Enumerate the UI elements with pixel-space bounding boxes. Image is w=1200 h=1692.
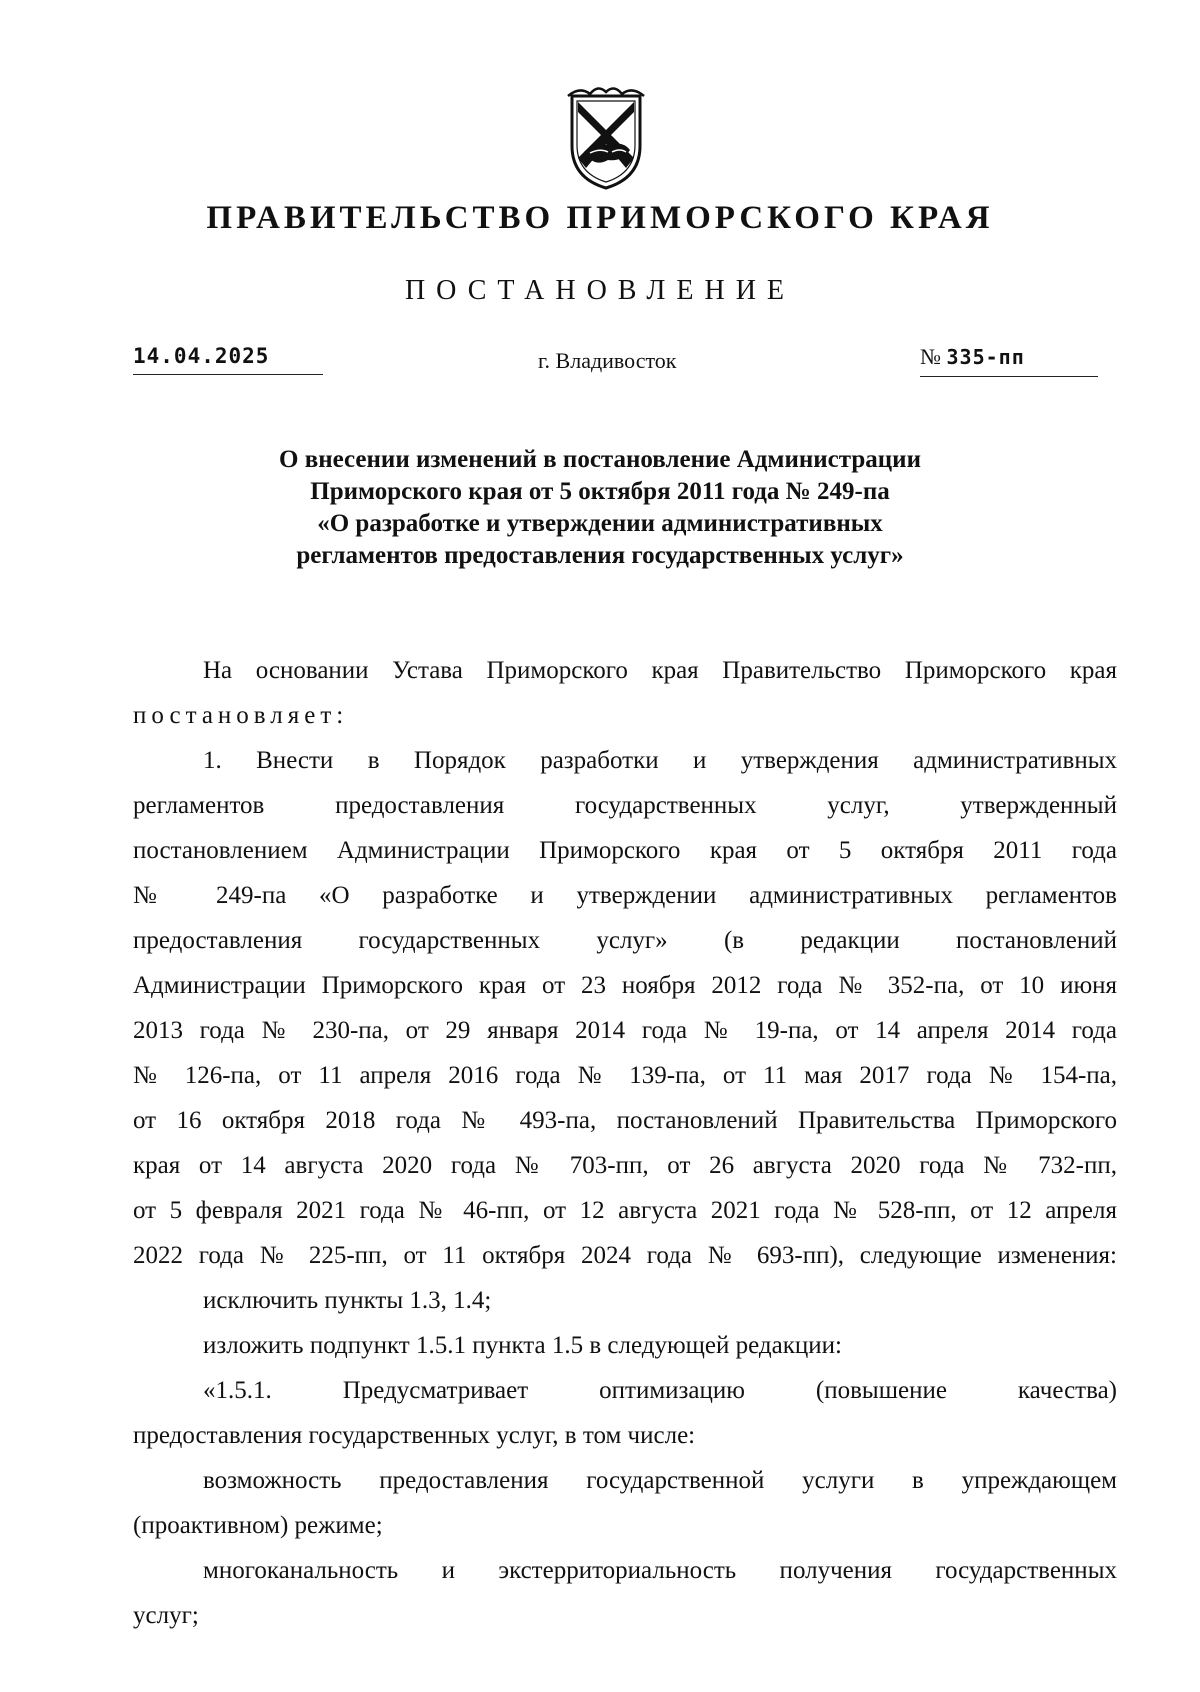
body-line: (проактивном) режиме; bbox=[133, 1512, 383, 1539]
body-line: услуг; bbox=[133, 1602, 199, 1629]
organization-title: ПРАВИТЕЛЬСТВО ПРИМОРСКОГО КРАЯ bbox=[206, 200, 994, 236]
body-line: от 5 февраля 2021 года № 46-пп, от 12 августа 2021 года № 528-пп, от 12 апреля bbox=[133, 1197, 1117, 1224]
body-line: Администрации Приморского края от 23 ноября 2012 года № 352-па, от 10 июня bbox=[133, 972, 1117, 999]
number-symbol: № bbox=[920, 344, 941, 369]
document-body bbox=[133, 648, 1117, 1638]
subject-line: Приморского края от 5 октября 2011 года № 249-па bbox=[310, 478, 890, 505]
number-value: 335-пп bbox=[946, 345, 1025, 369]
body-line: постановлением Администрации Приморского края от 5 октября 2011 года bbox=[133, 837, 1117, 864]
document-city: г. Владивосток bbox=[538, 348, 677, 373]
body-line: 1. Внести в Порядок разработки и утверждения административных bbox=[203, 747, 1117, 774]
subject-line: О внесении изменений в постановление Администрации bbox=[279, 446, 921, 473]
subject-line: «О разработке и утверждении административных bbox=[317, 510, 883, 537]
body-line: 2013 года № 230-па, от 29 января 2014 года № 19-па, от 14 апреля 2014 года bbox=[133, 1017, 1117, 1044]
document-subject bbox=[200, 444, 1000, 572]
body-line: На основании Устава Приморского края Правительство Приморского края bbox=[203, 657, 1117, 684]
coat-of-arms-icon bbox=[560, 82, 652, 192]
body-line: исключить пункты 1.3, 1.4; bbox=[203, 1287, 492, 1314]
body-line: 2022 года № 225-пп, от 11 октября 2024 года № 693-пп), следующие изменения: bbox=[133, 1242, 1117, 1269]
body-line: возможность предоставления государственной услуги в упреждающем bbox=[203, 1467, 1117, 1494]
subject-line: регламентов предоставления государственных услуг» bbox=[296, 542, 904, 569]
body-line: № 249-па «О разработке и утверждении административных регламентов bbox=[133, 882, 1117, 909]
body-line: предоставления государственных услуг, в том числе: bbox=[133, 1422, 696, 1449]
body-line: от 16 октября 2018 года № 493-па, постановлений Правительства Приморского bbox=[133, 1107, 1117, 1134]
body-line: предоставления государственных услуг» (в редакции постановлений bbox=[133, 927, 1117, 954]
body-line: края от 14 августа 2020 года № 703-пп, от 26 августа 2020 года № 732-пп, bbox=[133, 1152, 1117, 1179]
body-line: изложить подпункт 1.5.1 пункта 1.5 в следующей редакции: bbox=[203, 1332, 842, 1359]
document-type: ПОСТАНОВЛЕНИЕ bbox=[404, 275, 796, 306]
body-line: регламентов предоставления государственных услуг, утвержденный bbox=[133, 792, 1117, 819]
document-date: 14.04.2025 bbox=[133, 344, 323, 375]
body-line: многоканальность и экстерриториальность получения государственных bbox=[203, 1557, 1117, 1584]
body-line: постановляет: bbox=[133, 702, 349, 729]
body-line: № 126-па, от 11 апреля 2016 года № 139-па, от 11 мая 2017 года № 154-па, bbox=[133, 1062, 1117, 1089]
body-line: «1.5.1. Предусматривает оптимизацию (повышение качества) bbox=[203, 1377, 1117, 1404]
document-number bbox=[920, 344, 1098, 377]
